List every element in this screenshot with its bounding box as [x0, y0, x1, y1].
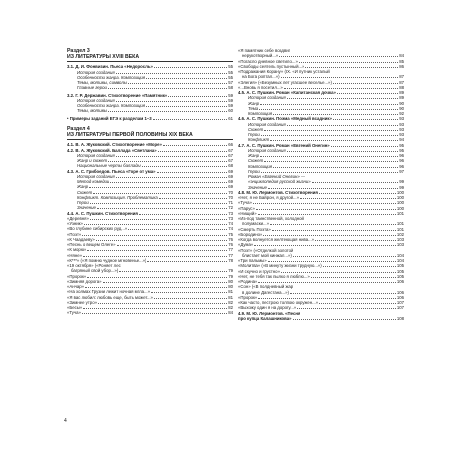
toc-entry-page: 57 — [228, 80, 233, 86]
toc-entry-title: История создания — [77, 69, 115, 75]
toc-entry-page: 88 — [399, 84, 404, 90]
dot-leader — [315, 240, 396, 241]
dot-leader — [84, 224, 227, 225]
toc-entry-title: Композиция — [248, 163, 273, 169]
toc-entry-page: 71 — [228, 200, 233, 206]
toc-entry-title: «Зимнее утро» — [67, 299, 97, 305]
toc-entry-page: 81 — [228, 289, 233, 295]
toc-entry-title: Жанр и сюжет — [77, 158, 108, 164]
toc-entry-page: 60 — [228, 108, 233, 114]
toc-entry-title: «Погасло дневное светило...» — [238, 58, 298, 64]
dot-leader — [116, 101, 228, 102]
toc-entry-page: 69 — [228, 168, 233, 174]
toc-entry-title: «Анчар» — [67, 284, 85, 290]
dot-leader — [268, 188, 398, 189]
toc-entry-title: «Зимняя дорога» — [67, 278, 102, 284]
toc-entry-title: «Парус» — [238, 205, 255, 211]
toc-right-column — [238, 48, 404, 321]
dot-leader — [82, 235, 227, 236]
dot-leader — [287, 151, 399, 152]
toc-entry-title: «Я вас любил: любовь еще, быть может...» — [67, 294, 153, 300]
dot-leader — [146, 78, 227, 79]
toc-entry-page: 101 — [396, 221, 404, 227]
toc-entry-page: 100 — [396, 200, 404, 206]
toc-entry-title: «Я памятник себе воздвиг — [238, 48, 291, 53]
dot-leader — [260, 104, 398, 105]
toc-entry-title: «Деревня» — [67, 215, 89, 221]
dot-leader — [300, 198, 396, 199]
dot-leader — [287, 125, 399, 126]
toc-entry-title: Герои — [77, 200, 89, 206]
toc-entry-title: «К Чаадаеву» — [67, 236, 95, 242]
toc-entry-page: 104 — [396, 258, 404, 263]
toc-entry-page: 55 — [228, 74, 233, 80]
toc-entry-page: 70 — [228, 194, 233, 200]
toc-entry-title: полумаски...» — [242, 221, 269, 227]
dot-leader — [323, 266, 396, 267]
dot-leader — [97, 208, 227, 209]
toc-entry[interactable] — [67, 310, 233, 315]
toc-entry-title: История создания — [77, 97, 115, 103]
toc-entry-title: «Три пальмы» — [238, 258, 267, 263]
toc-entry-page: 84 — [399, 53, 404, 59]
toc-entry-page: 93 — [399, 121, 404, 127]
toc-entry-title: «Песнь о вещем Олеге» — [67, 242, 116, 248]
dot-leader — [268, 261, 396, 262]
toc-entry-title: «Туча» — [238, 200, 252, 206]
toc-entry-title: Конфликт. Композиция. Проблематика — [77, 194, 158, 200]
dot-leader — [281, 272, 396, 273]
toc-entry-page: 58 — [228, 85, 233, 91]
toc-entry-title: «Родина» — [238, 279, 258, 284]
dot-leader — [163, 145, 227, 146]
toc-entry-page: 59 — [228, 92, 233, 98]
dot-leader — [272, 230, 396, 231]
toc-entry-page: 106 — [396, 279, 404, 284]
toc-entry-title: 4.8. М. Ю. Лермонтов. Стихотворения — [238, 189, 318, 195]
toc-entry-page: 105 — [396, 263, 404, 269]
toc-entry-title: «Из-под таинственной, холодной — [238, 216, 304, 221]
dot-leader — [93, 193, 227, 194]
dot-leader — [284, 88, 398, 89]
toc-entry-title: Значение — [248, 184, 267, 190]
toc-entry-page: 74 — [228, 221, 233, 227]
dot-leader — [319, 193, 396, 194]
toc-entry-page: 70 — [228, 189, 233, 195]
toc-entry-title: Герои — [248, 168, 260, 174]
toc-entry-title: Метод комедии — [77, 179, 110, 185]
toc-entry-title: «К***» («Я помню чудное мгновенье...») — [67, 257, 147, 263]
toc-entry-title: «19 октября» («Роняет лес — [67, 263, 121, 269]
dot-leader — [82, 313, 227, 314]
toc-left-column — [67, 48, 233, 316]
toc-entry-title: «Свободы сеятель пустынный...» — [238, 63, 305, 69]
toc-entry-page: 102 — [396, 231, 404, 237]
toc-entry-page: 66 — [228, 142, 233, 148]
page-number: 4 — [64, 418, 67, 424]
toc-entry-title: 4.5. А. С. Пушкин. Роман «Капитанская дочка» — [238, 90, 336, 95]
toc-entry-title: Сюжет — [248, 158, 264, 164]
toc-entry-page: 100 — [396, 205, 404, 211]
toc-entry-page: 59 — [228, 97, 233, 103]
toc-entry-title: 4.3. А. С. Грибоедов. Пьеса «Горе от ума» — [67, 168, 156, 174]
toc-entry-title: Жанр — [77, 184, 89, 190]
toc-entry-title: 4.9. М. Ю. Лермонтов. «Песня — [238, 310, 301, 316]
dot-leader — [253, 203, 396, 204]
toc-entry-title: Жанр — [248, 153, 260, 158]
toc-entry-title: «Когда волнуется желтеющая нива...» — [238, 237, 315, 242]
toc-entry-title: «Нет, я не Байрон, я другой...» — [238, 195, 299, 200]
dot-leader — [305, 67, 398, 68]
dot-leader — [279, 56, 398, 57]
dot-leader — [128, 229, 227, 230]
toc-entry-page: 94 — [399, 137, 404, 143]
toc-entry-title: «Дума» — [238, 242, 254, 248]
toc-entry-title: «...Вновь я посетил...» — [238, 84, 283, 90]
dot-leader — [258, 298, 396, 299]
dot-leader — [87, 277, 227, 278]
dot-leader — [254, 245, 396, 246]
dot-leader — [159, 198, 227, 199]
dot-leader — [116, 73, 228, 74]
toc-entry-title: «Сон» («В полдневный жар — [238, 284, 294, 290]
toc-entry-title: Сюжет — [77, 189, 93, 195]
toc-entry-page: 96 — [399, 153, 404, 158]
toc-entry-page: 87 — [399, 79, 404, 85]
toc-entry-title: 4.4. А. С. Пушкин. Стихотворения — [67, 210, 138, 216]
toc-entry-page: 99 — [399, 179, 404, 185]
toc-entry-page: 107 — [396, 305, 404, 311]
toc-entry-page: 55 — [228, 64, 233, 70]
toc-entry-page: 85 — [399, 58, 404, 64]
dot-leader — [116, 177, 228, 178]
dot-leader — [98, 303, 227, 304]
dot-leader — [147, 261, 227, 262]
toc-entry-title: «И скучно и грустно» — [238, 268, 280, 274]
toc-entry-title: Темы, мотивы — [77, 108, 108, 114]
toc-entry-page: 79 — [228, 273, 233, 279]
toc-entry-page: 95 — [399, 142, 404, 148]
dot-leader — [273, 167, 398, 168]
toc-entry-page: 103 — [396, 237, 404, 242]
toc-entry-page: 106 — [396, 294, 404, 300]
toc-entry-title: 4.7. А. С. Пушкин. Роман «Евгений Онегин» — [238, 142, 330, 148]
dot-leader — [158, 151, 228, 152]
dot-leader — [87, 250, 227, 251]
toc-entry-title: про купца Калашникова» — [238, 315, 292, 321]
toc-entry-page: 103 — [396, 242, 404, 248]
toc-entry-title: Национальные черты баллады — [77, 163, 141, 169]
toc-entry-title: История создания — [248, 121, 286, 127]
toc-entry-page: 100 — [396, 189, 404, 195]
dot-leader — [261, 135, 399, 136]
toc-entry-page: 99 — [399, 184, 404, 190]
dot-leader — [116, 156, 228, 157]
toc-entry-page: 93 — [399, 132, 404, 137]
dot-leader — [139, 214, 227, 215]
toc-entry-title: «Как часто, пестрою толпою окружен...» — [238, 300, 319, 305]
dot-leader — [293, 256, 396, 257]
section-heading: ИЗ ЛИТЕРАТУРЫ ПЕРВОЙ ПОЛОВИНЫ XIX ВЕКА — [67, 132, 233, 140]
dot-leader — [85, 287, 227, 288]
toc-entry-title: «Бородино» — [238, 231, 263, 237]
dot-leader — [110, 182, 227, 183]
toc-entry-page: 89 — [399, 95, 404, 101]
dot-leader — [83, 308, 227, 309]
toc-spacer — [67, 121, 233, 123]
dot-leader — [270, 140, 398, 141]
toc-entry-page: 105 — [396, 268, 404, 274]
toc-entry-title: Роман «Евгений Онегин» — — [248, 174, 306, 179]
toc-entry-page: 101 — [396, 210, 404, 216]
toc-entry-title: 3.1. Д. И. Фонвизин. Пьеса «Недоросль» — [67, 64, 153, 70]
dot-leader — [108, 88, 227, 89]
toc-entry-page: 96 — [399, 158, 404, 164]
toc-entry-title: на Бога роптал...») — [242, 74, 280, 80]
toc-entry-page: 93 — [399, 116, 404, 122]
dot-leader — [299, 62, 398, 63]
toc-entry-title: 3.2. Г. Р. Державин. Стихотворение «Памятник» — [67, 92, 168, 98]
dot-leader — [337, 93, 398, 94]
dot-leader — [260, 156, 398, 157]
toc-entry-title: 4.2. В. А. Жуковский. Баллада «Светлана» — [67, 147, 157, 153]
toc-entry-title: «Элегия» («Безумных лет угасшее веселье...») — [238, 79, 332, 85]
toc-entry-title: «Молитва» («В минуту жизни трудную...») — [238, 263, 322, 269]
toc-entry-title: «Поэт» — [67, 231, 82, 237]
toc-entry-title: 4.1. В. А. Жуковский. Стихотворение «Море» — [67, 142, 162, 148]
dot-leader — [293, 319, 396, 320]
toc-entry-title: «Пророк» — [238, 294, 258, 300]
toc-entry-title: «Выхожу один я на дорогу...» — [238, 305, 297, 311]
toc-entry-page: 74 — [228, 226, 233, 232]
section-heading: ИЗ ЛИТЕРАТУРЫ XVIII ВЕКА — [67, 54, 233, 62]
toc-entry-page: 95 — [399, 147, 404, 153]
toc-entry-title: История создания — [77, 152, 115, 158]
dot-leader — [264, 161, 398, 162]
dot-leader — [263, 235, 395, 236]
dot-leader — [108, 161, 227, 162]
toc-entry-title: блистает мой кинжал...») — [242, 252, 292, 258]
toc-entry-page: 73 — [228, 215, 233, 221]
toc-entry-page: 75 — [228, 231, 233, 237]
toc-entry-page: 69 — [228, 184, 233, 190]
toc-entry-title: багряный свой убор...») — [71, 268, 119, 274]
dot-leader — [83, 256, 227, 257]
toc-entry-title: «энциклопедия русской жизни» — [248, 179, 311, 185]
toc-entry[interactable] — [238, 316, 404, 321]
toc-entry-page: 86 — [399, 63, 404, 69]
toc-entry-title: Герои — [248, 132, 260, 137]
dot-leader — [270, 224, 396, 225]
toc-entry-title: «Поэт» («Отделкой золотой — [238, 247, 294, 253]
dot-leader — [168, 96, 227, 97]
dot-leader — [117, 245, 228, 246]
dot-leader — [157, 172, 228, 173]
toc-entry-page: 68 — [228, 163, 233, 169]
toc-entry-page: 92 — [399, 111, 404, 116]
toc-entry-title: в долине Дагестана...») — [242, 289, 289, 295]
toc-entry-page: 67 — [228, 152, 233, 158]
dot-leader — [142, 166, 228, 167]
toc-entry-page: 69 — [228, 179, 233, 185]
toc-entry-title: «К морю» — [67, 247, 87, 253]
toc-entry-page: 105 — [396, 273, 404, 279]
dot-leader — [311, 277, 396, 278]
toc-entry-title: 4.6. А. С. Пушкин. Поэма «Медный всадник» — [238, 116, 332, 122]
dot-leader — [103, 282, 228, 283]
toc-entry-page: 72 — [228, 205, 233, 211]
toc-entry-page: 96 — [399, 163, 404, 169]
dot-leader — [256, 209, 396, 210]
dot-leader — [90, 203, 228, 204]
toc-entry-title: • Примеры заданий ЕГЭ к разделам 1–3 — [67, 115, 152, 121]
toc-entry-page: 101 — [396, 226, 404, 232]
toc-entry-page: 79 — [228, 268, 233, 274]
toc-entry-page: 90 — [399, 100, 404, 106]
toc-entry-page: 104 — [396, 252, 404, 258]
dot-leader — [297, 308, 396, 309]
toc-entry-title: Тема — [248, 105, 259, 111]
dot-leader — [89, 187, 227, 188]
toc-entry-page: 76 — [228, 236, 233, 242]
toc-entry-title: «Узник» — [67, 221, 83, 227]
toc-entry-page: 97 — [399, 168, 404, 174]
toc-entry-title: Значение — [77, 205, 96, 211]
dot-leader — [90, 219, 227, 220]
toc-entry-title: Композиция — [248, 111, 273, 116]
toc-entry-title: Главные герои — [77, 85, 107, 91]
toc-entry-page: 81 — [228, 294, 233, 300]
dot-leader — [287, 98, 399, 99]
toc-entry-title: «Бесы» — [67, 305, 83, 311]
toc-entry-page: 61 — [228, 115, 233, 121]
dot-leader — [333, 83, 398, 84]
section-heading: Раздел 4 — [67, 125, 90, 132]
toc-entry-page: 77 — [228, 247, 233, 253]
toc-entry-page: 84 — [228, 310, 233, 316]
toc-entry-page: 87 — [399, 74, 404, 80]
toc-entry-page: 82 — [228, 305, 233, 311]
section-heading: Раздел 3 — [67, 48, 90, 54]
toc-entry-page: 89 — [399, 90, 404, 95]
dot-leader — [108, 111, 227, 112]
toc-entry-title: Темы, мотивы, символы — [77, 80, 127, 86]
toc-entry-page: 93 — [399, 126, 404, 132]
toc-entry-title: «Пророк» — [67, 273, 87, 279]
toc-entry-title: История создания — [248, 95, 286, 101]
toc-entry-page: 67 — [228, 147, 233, 153]
toc-entry-title: История создания — [248, 147, 286, 153]
toc-entry-page: 77 — [228, 252, 233, 258]
dot-leader — [290, 293, 396, 294]
toc-entry-page: 80 — [228, 284, 233, 290]
dot-leader — [258, 282, 395, 283]
toc-entry-title: нерукотворный...» — [242, 53, 279, 59]
toc-entry-title: Особенности жанра. Композиция — [77, 74, 146, 80]
dot-leader — [259, 109, 398, 110]
dot-leader — [154, 298, 227, 299]
toc-entry-page: 100 — [396, 195, 404, 200]
toc-entry-title: «Нет, не тебя так пылко я люблю...» — [238, 273, 310, 279]
toc-entry-title: Конфликт — [248, 137, 270, 143]
dot-leader — [333, 119, 398, 120]
dot-leader — [312, 182, 399, 183]
dot-leader — [281, 77, 399, 78]
toc-entry-page: 55 — [228, 69, 233, 75]
toc-entry-page: 78 — [228, 257, 233, 263]
dot-leader — [331, 146, 399, 147]
toc-entry-title: «Смерть Поэта» — [238, 226, 271, 232]
toc-entry-title: «Подражания Корану» (IX. «И путник усталый — [238, 69, 330, 74]
toc-entry-page: 80 — [228, 278, 233, 284]
toc-entry-page: 106 — [396, 289, 404, 295]
toc-entry-title: Сюжет — [248, 126, 264, 132]
toc-entry-page: 90 — [399, 105, 404, 111]
toc-entry-page: 69 — [228, 173, 233, 179]
dot-leader — [128, 83, 227, 84]
toc-entry-page: 107 — [396, 300, 404, 305]
toc-entry-page: 76 — [228, 242, 233, 248]
dot-leader — [151, 292, 227, 293]
toc-entry-title: «Туча» — [67, 310, 81, 316]
toc-entry-title: «Няне» — [67, 252, 82, 258]
toc-entry-page: 59 — [228, 103, 233, 109]
dot-leader — [119, 271, 227, 272]
dot-leader — [273, 114, 398, 115]
dot-leader — [146, 106, 227, 107]
dot-leader — [96, 240, 227, 241]
toc-entry-title: История создания — [77, 173, 115, 179]
dot-leader — [319, 303, 396, 304]
toc-entry-title: Жанр — [248, 100, 260, 106]
toc-entry-title: «Нищий» — [238, 210, 257, 216]
dot-leader — [153, 119, 228, 120]
dot-leader — [264, 130, 398, 131]
toc-entry-page: 108 — [396, 315, 404, 321]
dot-leader — [261, 172, 399, 173]
dot-leader — [258, 214, 396, 215]
toc-entry-page: 73 — [228, 210, 233, 216]
dot-leader — [154, 67, 227, 68]
toc-entry-page: 67 — [228, 158, 233, 164]
toc-entry-title: «На холмах Грузии лежит ночная мгла...» — [67, 289, 150, 295]
toc-entry-title: Особенности жанра. Композиция — [77, 103, 146, 109]
toc-entry-page: 82 — [228, 299, 233, 305]
toc-entry-title: «Во глубине сибирских руд...» — [67, 226, 128, 232]
